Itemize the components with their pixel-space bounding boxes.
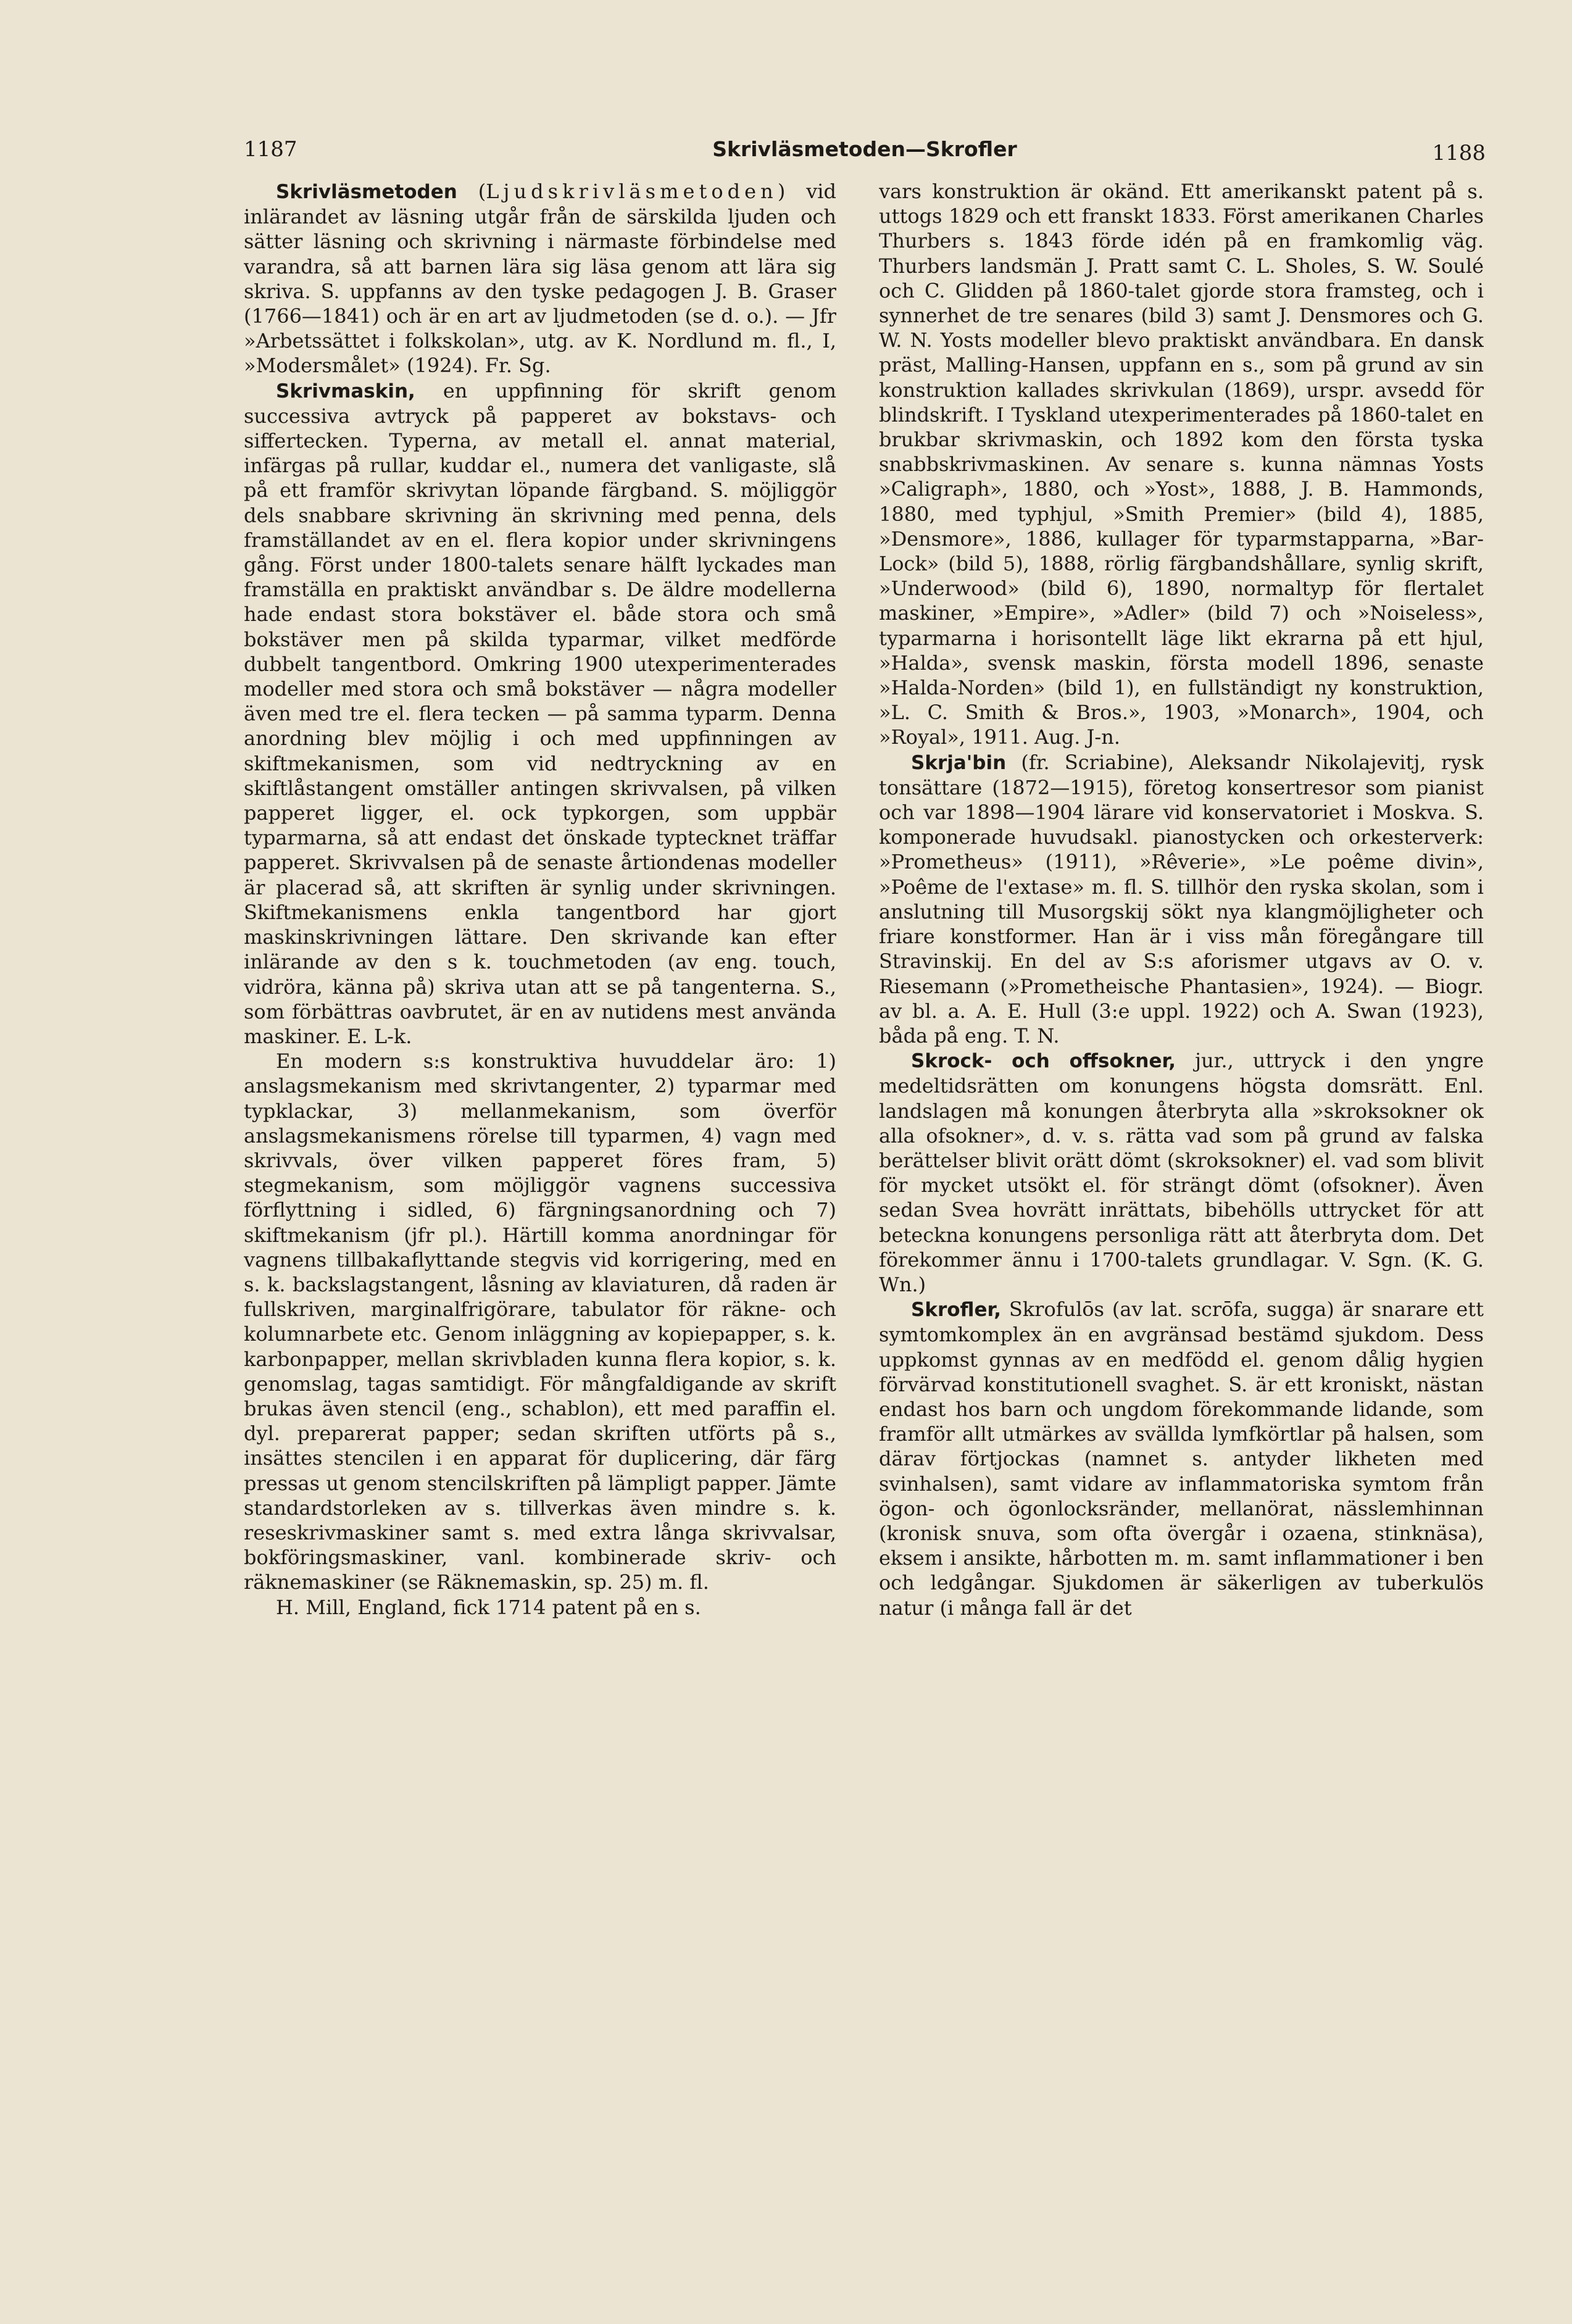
right-column [879,179,1484,2244]
entry-skrofler [879,1297,1484,1620]
running-title: Skrivläsmetoden—Skrofler [712,137,1017,161]
headword-skrivlasmetoden: Skrivläsmetoden [276,181,457,203]
entry-skrivmaskin [244,378,836,1049]
page-number-right: 1188 [1432,141,1486,165]
headword-skrock: Skrock- och offsokner, [911,1050,1176,1073]
page-header [244,137,1486,174]
paragraph-skrivmaskin-history: vars konstruktion är okänd. Ett amerikanskt patent på s. uttogs 1829 och ett franskt 1833. Först amerikanen Charles Thurbers s. 1843 förde idén på en framkomlig väg. Thurbers landsmän J. Pratt samt C. L. Sholes, S. W. Soulé och C. Glidden på 1860-talet gjorde stora framsteg, och i synnerhet de tre senares (bild 3) samt J. Densmores och G. W. N. Yosts modeller blevo praktiskt användbara. En dansk präst, Malling-Hansen, uppfann en s., som på grund av sin konstruktion kallades skrivkulan (1869), urspr. avsedd för blindskrift. I Tyskland utexperimenterades på 1860-talet en brukbar skrivmaskin, och 1892 kom den första tyska snabbskrivmaskinen. Av senare s. kunna nämnas Yosts »Caligraph», 1880, och »Yost», 1888, J. B. Hammonds, 1880, med typhjul, »Smith Premier» (bild 4), 1885, »Densmore», 1886, kullager för typarmstapparna, »Bar-Lock» (bild 5), 1888, rörlig färgbandshållare, synlig skrift, »Underwood» (bild 6), 1890, normaltyp för flertalet maskiner, »Empire», »Adler» (bild 7) och »Noiseless», typarmarna i horisontellt läge likt ekrarna på ett hjul, »Halda», svensk maskin, första modell 1896, senaste »Halda-Norden» (bild 1), en fullständigt ny konstruktion, »L. C. Smith & Bros.», 1903, »Monarch», 1904, och »Royal», 1911. Aug. J-n. [879,180,1484,749]
entry-text: en uppfinning för skrift genom successiva avtryck på papperet av bokstavs- och siffertecken. Typerna, av metall el. annat material, infärgas på rullar, kuddar el., numera det vanligaste, slå på ett framför skrivytan löpande färgband. S. möjliggör dels snabbare skrivning än skrivning med penna, dels framställandet av en el. flera kopior under skrivningens gång. Först under 1800-talets senare hälft lyckades man framställa en praktiskt användbar s. De äldre modellerna hade endast stora bokstäver el. både stora och små bokstäver men på skilda typarmar, vilket medförde dubbelt tangentbord. Omkring 1900 utexperimenterades modeller med stora och små bokstäver — några modeller även med tre el. flera tecken — på samma typarm. Denna anordning blev möjlig i och med uppfinningen av skiftmekanismen, som vid nedtryckning av en skiftlåstangent omställer antingen skrivvalsen, på vilken papperet ligger, el. ock typkorgen, som uppbär typarmarna, så att endast det önskade typtecknet träffar papperet. Skrivvalsen på de senaste årtiondenas modeller är placerad så, att skriften är synlig under skrivningen. Skiftmekanismens enkla tangentbord har gjort maskinskrivningen lättare. Den skrivande kan efter inlärande av den s k. touchmetoden (av eng. touch, vidröra, känna på) skriva utan att se på tangenterna. S., som förbättras oavbrutet, är en av nutidens mest använda maskiner. E. L-k. [244,378,836,1048]
left-column [244,179,836,2244]
entry-skrock-och-offsokner [879,1048,1484,1297]
entry-skrjabin [879,750,1484,1048]
entry-text: vid inlärandet av läsning utgår från de särskilda ljuden och sätter läsning och skrivning i närmaste förbindelse med varandra, så att barnen lära sig läsa genom att lära sig skriva. S. uppfanns av den tyske pedagogen J. B. Graser (1766—1841) och är en art av ljudmetoden (se d. o.). — Jfr »Arbetssättet i folkskolan», utg. av K. Nordlund m. fl., I, »Modersmålet» (1924). Fr. Sg. [244,180,836,378]
headword-skrjabin: Skrja'bin [911,751,1007,774]
paragraph-mill-patent: H. Mill, England, fick 1714 patent på en s. [276,1595,701,1619]
entry-text: jur., uttryck i den yngre medeltidsrätten om konungens högsta domsrätt. Enl. landslagen må konungen återbryta alla »skroksokner ok alla ofsokner», d. v. s. rätta vad som på grund av falska berättelser blivit orätt dömt (skroksokner) el. vad som blivit för mycket utsökt el. för strängt dömt (ofsokner). Även sedan Svea hovrätt inrättats, bibehölls uttrycket för att beteckna konungens personliga rätt att återbryta dom. Det förekommer ännu i 1700-talets grundlagar. V. Sgn. (K. G. Wn.) [879,1049,1484,1296]
page-number-left: 1187 [244,137,297,162]
entry-text: (fr. Scriabine), Aleksandr Nikolajevitj, rysk tonsättare (1872—1915), företog konsertresor som pianist och var 1898—1904 lärare vid konservatoriet i Moskva. S. komponerade huvudsakl. pianostycken och orkesterverk: »Prometheus» (1911), »Rêverie», »Le poême divin», »Poême de l'extase» m. fl. S. tillhör den ryska skolan, som i anslutning till Musorgskij sökt nya klangmöjligheter och friare konstformer. Han är i viss mån föregångare till Stravinskij. En del av S:s aforismer utgavs av O. v. Riesemann (»Prometheische Phantasien», 1924). — Biogr. av bl. a. A. E. Hull (3:e uppl. 1922) och A. Swan (1923), båda på eng. T. N. [879,750,1484,1047]
headword-skrivmaskin: Skrivmaskin, [276,380,415,402]
paragraph-konstruktiva-delar: En modern s:s konstruktiva huvuddelar äro: 1) anslagsmekanism med skrivtangenter, 2) typarmar med typklackar, 3) mellanmekanism, som överför anslagsmekanismens rörelse till typarmen, 4) vagn med skrivvals, över vilken papperet föres fram, 5) stegmekanism, som möjliggör vagnens successiva förflyttning i sidled, 6) färgningsanordning och 7) skiftmekanism (jfr pl.). Härtill komma anordningar för vagnens tillbakaflyttande stegvis vid korrigering, med en s. k. backslagstangent, låsning av klaviaturen, då raden är fullskriven, marginalfrigörare, tabulator för räkne- och kolumnarbete etc. Genom inläggning av kopiepapper, s. k. karbonpapper, mellan skrivbladen kunna flera kopior, s. k. genomslag, tagas samtidigt. För mångfaldigande av skrift brukas även stencil (eng., schablon), ett med paraffin el. dyl. preparerat papper; sedan skriften utförts på s., insättes stencilen i en apparat för duplicering, där färg pressas ut genom stencilskriften på lämpligt papper. Jämte standardstorleken av s. tillverkas även mindre s. k. reseskrivmaskiner samt s. med extra långa skrivvalsar, bokföringsmaskiner, vanl. kombinerade skriv- och räknemaskiner (se Räknemaskin, sp. 25) m. fl. [244,1049,836,1594]
entry-skrivlasmetoden: Skrivläsmetoden (Ljudskrivläsmetoden) vid inlärandet av läsning utgår från de särskilda ljuden och sätter läsning och skrivning i närmaste förbindelse med varandra, så att barnen lära sig läsa genom att lära sig skriva. S. uppfanns av den tyske pedagogen J. B. Graser (1766—1841) och är en art av ljudmetoden (se d. o.). — Jfr »Arbetssättet i folkskolan», utg. av K. Nordlund m. fl., I, »Modersmålet» (1924). Fr. Sg. [244,180,836,378]
entry-text: Skrofulōs (av lat. scrōfa, sugga) är snarare ett symtomkomplex än en avgränsad bestämd sjukdom. Dess uppkomst gynnas av en medfödd el. genom dålig hygien förvärvad konstitutionell svaghet. S. är ett kroniskt, nästan endast hos barn och ungdom förekommande lidande, som framför allt utmärkes av svällda lymfkörtlar på halsen, som därav förtjockas (namnet s. antyder likheten med svinhalsen), samt vidare av inflammatoriska symtom från ögon- och ögonlocksränder, mellanörat, nässlemhinnan (kronisk snuva, som ofta övergår i ozaena, stinknäsa), eksem i ansikte, hårbotten m. m. samt inflammationer i ben och ledgångar. Sjukdomen är säkerligen av tuberkulös natur (i många fall är det [879,1297,1484,1620]
headword-skrofler: Skrofler, [911,1299,1002,1322]
alt-name-ljudskrivlasmetoden: Ljudskrivläsmetoden [486,180,778,203]
